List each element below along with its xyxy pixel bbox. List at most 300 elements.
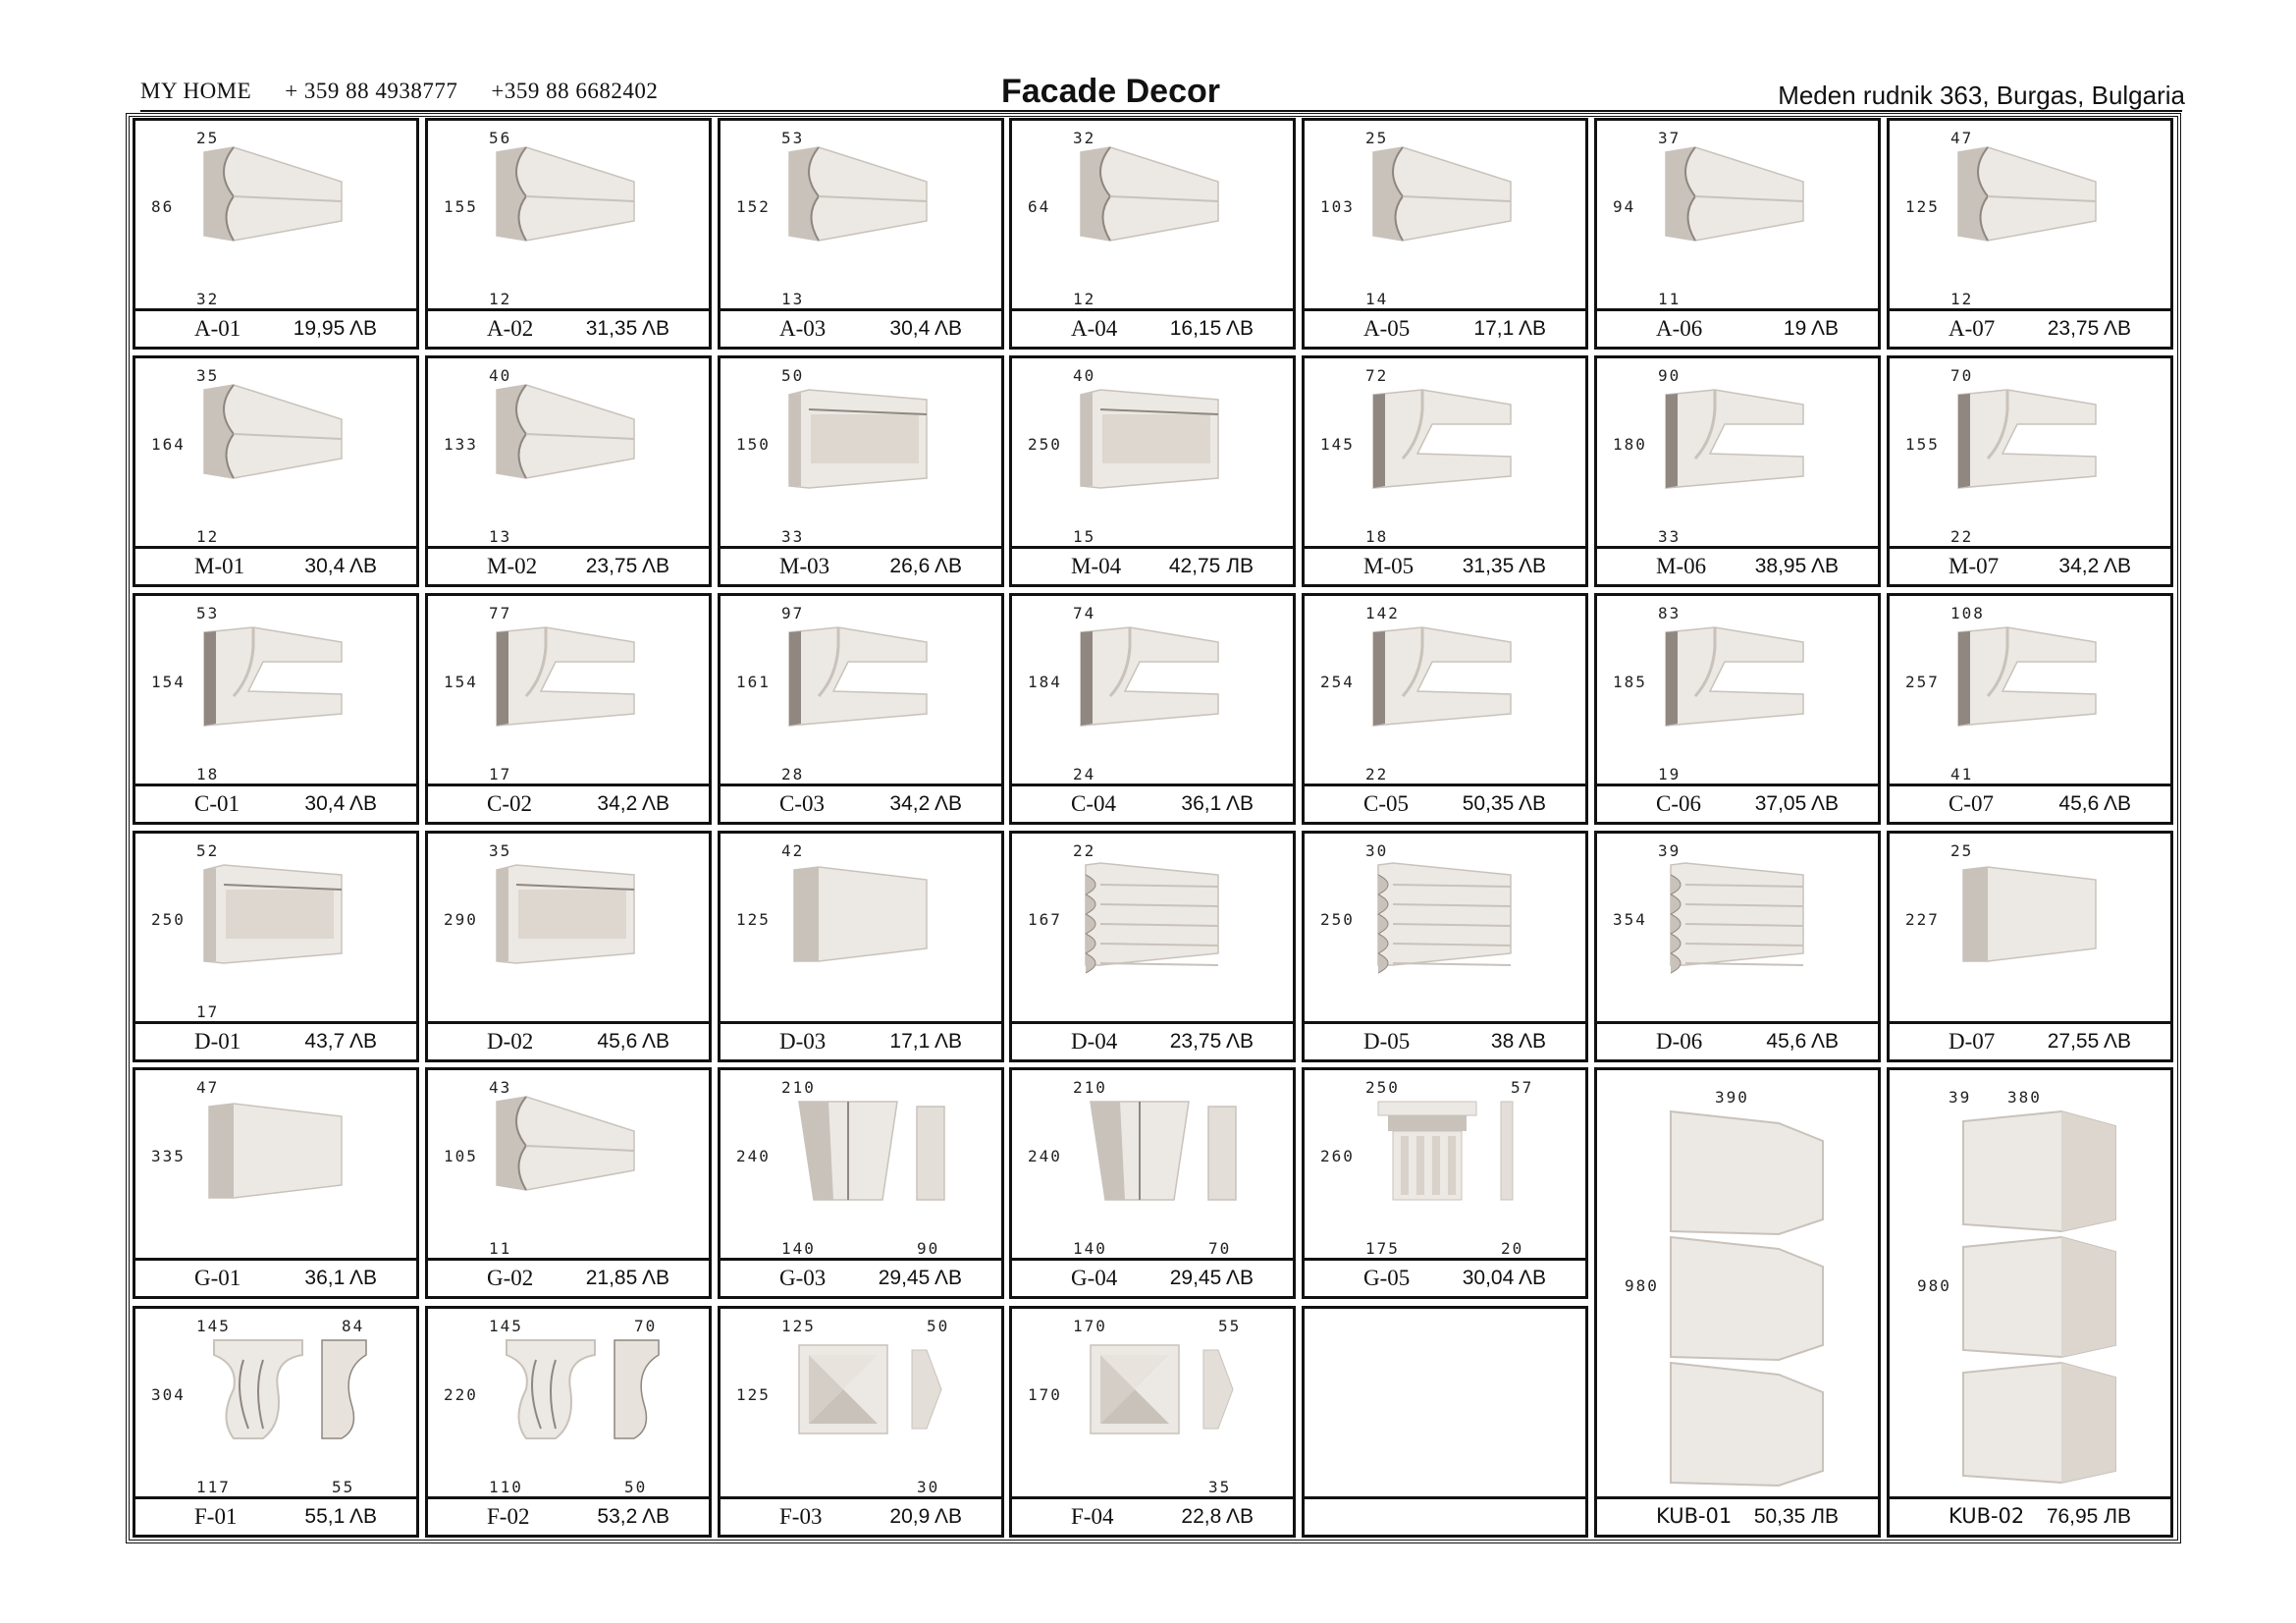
- dimension-top: 43: [489, 1078, 512, 1097]
- dimension-left: 184: [1028, 673, 1062, 691]
- dimension-bottom: 41: [1950, 765, 1974, 784]
- profile-drawing: [1363, 380, 1550, 503]
- product-price: 30,4 ΛВ: [304, 792, 377, 815]
- product-image: [1597, 834, 1878, 1024]
- dimension-left: 250: [1320, 910, 1355, 929]
- dimension-bottom: 19: [1658, 765, 1682, 784]
- dimension-bottom: 117: [196, 1478, 231, 1496]
- product-label: [1012, 549, 1293, 584]
- profile-drawing: [487, 855, 673, 978]
- product-card[interactable]: [1009, 593, 1296, 825]
- dimension-left: 180: [1613, 435, 1647, 454]
- profile-drawing: [194, 855, 381, 978]
- dimension-bottom: 13: [489, 527, 512, 546]
- profile-drawing: [1363, 142, 1550, 265]
- product-card[interactable]: [425, 831, 712, 1062]
- dimension-bottom: 14: [1365, 290, 1389, 308]
- dimension-top: 210: [781, 1078, 816, 1097]
- product-price: 26,6 ΛВ: [889, 555, 962, 577]
- product-label: [1597, 311, 1878, 347]
- profile-drawing: [779, 855, 966, 978]
- dimension-left: 250: [151, 910, 186, 929]
- product-card[interactable]: [1594, 355, 1881, 587]
- dimension-bottom: 32: [196, 290, 220, 308]
- product-price: 34,2 ΛВ: [2058, 555, 2131, 577]
- product-card[interactable]: [425, 118, 712, 350]
- product-code: C-04: [1071, 791, 1116, 816]
- dimension-top-secondary: 39: [1949, 1088, 1972, 1107]
- product-label: [1890, 1499, 2170, 1535]
- dimension-bottom: 22: [1365, 765, 1389, 784]
- product-image: [1890, 834, 2170, 1024]
- dimension-left: 94: [1613, 197, 1636, 216]
- product-label: [1890, 786, 2170, 822]
- product-card[interactable]: [1594, 118, 1881, 350]
- product-label: [428, 1261, 709, 1296]
- product-image: [1890, 358, 2170, 549]
- product-card[interactable]: [1302, 118, 1588, 350]
- product-label: [1890, 1024, 2170, 1059]
- profile-drawing: [1949, 618, 2135, 740]
- product-card-column[interactable]: [1887, 1067, 2173, 1538]
- profile-drawing: [779, 142, 966, 265]
- dimension-top: 30: [1365, 841, 1389, 860]
- profile-drawing: [487, 618, 673, 740]
- product-price: 19,95 ΛВ: [293, 317, 377, 340]
- product-price: 36,1 ΛВ: [1181, 792, 1254, 815]
- dimension-top: 37: [1658, 129, 1682, 147]
- dimension-side-top: 84: [342, 1317, 365, 1335]
- dimension-left: 167: [1028, 910, 1062, 929]
- product-card[interactable]: [133, 593, 419, 825]
- product-price: 17,1 ΛВ: [1473, 317, 1546, 340]
- dimension-left: 103: [1320, 197, 1355, 216]
- product-card[interactable]: [718, 1306, 1004, 1538]
- dimension-bottom: 33: [781, 527, 805, 546]
- dimension-top: 35: [196, 366, 220, 385]
- dimension-side-top: 57: [1511, 1078, 1534, 1097]
- product-code: C-06: [1656, 791, 1701, 816]
- product-card[interactable]: [1887, 118, 2173, 350]
- dimension-top: 145: [196, 1317, 231, 1335]
- company-name: MY HOME: [140, 79, 252, 103]
- dimension-top: 47: [1950, 129, 1974, 147]
- product-code: C-03: [779, 791, 825, 816]
- empty-card: [1302, 1306, 1588, 1538]
- dimension-top: 108: [1950, 604, 1985, 622]
- profile-drawing: [1071, 380, 1257, 503]
- dimension-left: 155: [1905, 435, 1940, 454]
- product-price: 23,75 ΛВ: [2047, 317, 2131, 340]
- dimension-bottom: 12: [489, 290, 512, 308]
- profile-drawing: [487, 1092, 673, 1215]
- dimension-top: 25: [1950, 841, 1974, 860]
- product-label: [428, 786, 709, 822]
- product-image: [721, 1070, 1001, 1261]
- product-label: [1305, 549, 1585, 584]
- product-code: G-02: [487, 1266, 534, 1290]
- dimension-bottom: 22: [1950, 527, 1974, 546]
- dimension-left: 335: [151, 1147, 186, 1165]
- profile-drawing: [779, 1092, 966, 1215]
- product-image: [721, 834, 1001, 1024]
- profile-drawing: [194, 618, 381, 740]
- product-card[interactable]: [718, 355, 1004, 587]
- product-label: [1597, 1499, 1878, 1535]
- product-image: [428, 358, 709, 549]
- product-label: [1012, 311, 1293, 347]
- product-code: D-02: [487, 1029, 534, 1054]
- profile-drawing: [1071, 1092, 1257, 1215]
- product-code: D-04: [1071, 1029, 1118, 1054]
- product-price: 19 ΛВ: [1783, 317, 1839, 340]
- dimension-bottom: 24: [1073, 765, 1096, 784]
- product-card[interactable]: [133, 118, 419, 350]
- product-image: [1012, 121, 1293, 311]
- phone-2[interactable]: +359 88 6682402: [491, 79, 659, 103]
- product-price: 31,35 ΛВ: [585, 317, 669, 340]
- dimension-left: 257: [1905, 673, 1940, 691]
- dimension-top: 250: [1365, 1078, 1400, 1097]
- dimension-left: 86: [151, 197, 175, 216]
- product-code: KUB-01: [1656, 1504, 1733, 1528]
- product-code: A-02: [487, 316, 534, 341]
- product-price: 34,2 ΛВ: [597, 792, 669, 815]
- dimension-left: 240: [736, 1147, 771, 1165]
- product-label: [1012, 1499, 1293, 1535]
- product-label: [721, 1024, 1001, 1059]
- dimension-top: 380: [2007, 1088, 2042, 1107]
- product-card[interactable]: [718, 1067, 1004, 1299]
- product-price: 30,4 ΛВ: [304, 555, 377, 577]
- product-card[interactable]: [1009, 118, 1296, 350]
- product-card[interactable]: [1302, 355, 1588, 587]
- dimension-top: 210: [1073, 1078, 1107, 1097]
- dimension-top: 70: [1950, 366, 1974, 385]
- product-image: [721, 121, 1001, 311]
- dimension-side: 20: [1501, 1239, 1524, 1258]
- product-image: [1012, 834, 1293, 1024]
- product-label: [1305, 311, 1585, 347]
- product-price: 45,6 ΛВ: [1766, 1030, 1839, 1053]
- product-card[interactable]: [133, 1306, 419, 1538]
- product-image: [1890, 596, 2170, 786]
- product-image: [1012, 1309, 1293, 1499]
- product-card[interactable]: [1887, 355, 2173, 587]
- profile-drawing: [1071, 1330, 1257, 1453]
- profile-drawing: [779, 1330, 966, 1453]
- product-card[interactable]: [1009, 831, 1296, 1062]
- product-image: [135, 358, 416, 549]
- product-price: 20,9 ΛВ: [889, 1505, 962, 1528]
- product-card[interactable]: [718, 118, 1004, 350]
- product-card-column[interactable]: [1594, 1067, 1881, 1538]
- product-code: M-03: [779, 554, 830, 578]
- address: Meden rudnik 363, Burgas, Bulgaria: [1778, 81, 2185, 110]
- dimension-left: 254: [1320, 673, 1355, 691]
- profile-drawing: [1949, 380, 2135, 503]
- product-label: [1890, 311, 2170, 347]
- dimension-height: 980: [1917, 1276, 1951, 1295]
- profile-drawing: [1363, 1092, 1550, 1215]
- dimension-top: 56: [489, 129, 512, 147]
- contact-info: [140, 79, 691, 104]
- product-card[interactable]: [425, 593, 712, 825]
- product-label: [1305, 1261, 1585, 1296]
- dimension-top: 35: [489, 841, 512, 860]
- dimension-left: 150: [736, 435, 771, 454]
- product-card[interactable]: [718, 831, 1004, 1062]
- product-card[interactable]: [425, 1067, 712, 1299]
- product-label: [1597, 549, 1878, 584]
- dimension-left: 227: [1905, 910, 1940, 929]
- profile-drawing: [194, 1092, 381, 1215]
- product-label: [135, 786, 416, 822]
- product-card[interactable]: [133, 355, 419, 587]
- product-image: [135, 121, 416, 311]
- dimension-top: 22: [1073, 841, 1096, 860]
- product-card[interactable]: [1009, 1067, 1296, 1299]
- dimension-left: 105: [444, 1147, 478, 1165]
- product-price: 37,05 ΛВ: [1754, 792, 1839, 815]
- profile-drawing: [1071, 142, 1257, 265]
- product-code: F-03: [779, 1504, 823, 1529]
- dimension-top: 72: [1365, 366, 1389, 385]
- product-code: A-07: [1949, 316, 1996, 341]
- dimension-bottom: 18: [1365, 527, 1389, 546]
- product-card[interactable]: [1887, 593, 2173, 825]
- product-label: [135, 1024, 416, 1059]
- product-price: 76,95 ЛВ: [2046, 1505, 2131, 1528]
- product-price: 30,4 ΛВ: [889, 317, 962, 340]
- dimension-bottom: 28: [781, 765, 805, 784]
- product-price: 43,7 ΛВ: [304, 1030, 377, 1053]
- product-label: [721, 549, 1001, 584]
- product-price: 50,35 ЛВ: [1753, 1505, 1839, 1528]
- product-price: 38,95 ΛВ: [1754, 555, 1839, 577]
- profile-drawing: [779, 380, 966, 503]
- product-code: KUB-02: [1949, 1504, 2025, 1528]
- product-code: A-04: [1071, 316, 1118, 341]
- profile-drawing: [487, 380, 673, 503]
- dimension-bottom: 11: [489, 1239, 512, 1258]
- product-price: 27,55 ΛВ: [2047, 1030, 2131, 1053]
- dimension-bottom: 140: [781, 1239, 816, 1258]
- dimension-left: 260: [1320, 1147, 1355, 1165]
- product-image: [428, 1070, 709, 1261]
- product-price: 31,35 ΛВ: [1462, 555, 1546, 577]
- dimension-left: 240: [1028, 1147, 1062, 1165]
- product-price: 53,2 ΛВ: [597, 1505, 669, 1528]
- dimension-bottom: 12: [1950, 290, 1974, 308]
- product-label: [428, 1024, 709, 1059]
- dimension-top: 97: [781, 604, 805, 622]
- profile-drawing: [1656, 142, 1842, 265]
- product-image: [428, 1309, 709, 1499]
- column-drawing: [1651, 1100, 1847, 1492]
- dimension-left: 164: [151, 435, 186, 454]
- dimension-top: 83: [1658, 604, 1682, 622]
- dimension-side: 30: [917, 1478, 940, 1496]
- product-label: [721, 1499, 1001, 1535]
- product-card[interactable]: [133, 1067, 419, 1299]
- product-image: [428, 121, 709, 311]
- dimension-left: 125: [736, 910, 771, 929]
- product-price: 29,45 ΛВ: [878, 1267, 962, 1289]
- product-price: 34,2 ΛВ: [889, 792, 962, 815]
- product-price: 50,35 ΛВ: [1462, 792, 1546, 815]
- product-code: M-01: [194, 554, 245, 578]
- profile-drawing: [1656, 618, 1842, 740]
- dimension-bottom: 11: [1658, 290, 1682, 308]
- dimension-top: 53: [781, 129, 805, 147]
- dimension-top: 125: [781, 1317, 816, 1335]
- dimension-top: 25: [196, 129, 220, 147]
- product-label: [1012, 1261, 1293, 1296]
- profile-drawing: [1363, 618, 1550, 740]
- dimension-top: 142: [1365, 604, 1400, 622]
- product-label: [1597, 1024, 1878, 1059]
- dimension-top: 77: [489, 604, 512, 622]
- product-label: [1597, 786, 1878, 822]
- dimension-bottom: 17: [196, 1002, 220, 1021]
- dimension-top: 53: [196, 604, 220, 622]
- product-label: [135, 1261, 416, 1296]
- product-image: [1305, 596, 1585, 786]
- product-label: [1012, 1024, 1293, 1059]
- dimension-bottom: 15: [1073, 527, 1096, 546]
- product-price: 45,6 ΛВ: [2058, 792, 2131, 815]
- dimension-top: 47: [196, 1078, 220, 1097]
- profile-drawing: [1656, 855, 1842, 978]
- product-code: A-05: [1363, 316, 1411, 341]
- product-code: M-06: [1656, 554, 1707, 578]
- column-drawing: [1944, 1100, 2140, 1492]
- phone-1[interactable]: + 359 88 4938777: [285, 79, 458, 103]
- product-price: 17,1 ΛВ: [889, 1030, 962, 1053]
- product-label: [135, 1499, 416, 1535]
- dimension-side-top: 50: [927, 1317, 950, 1335]
- product-price: 22,8 ΛВ: [1181, 1505, 1254, 1528]
- profile-drawing: [194, 1330, 381, 1453]
- dimension-top: 170: [1073, 1317, 1107, 1335]
- product-label: [428, 1499, 709, 1535]
- product-card[interactable]: [133, 831, 419, 1062]
- dimension-side: 70: [1208, 1239, 1232, 1258]
- profile-drawing: [487, 1330, 673, 1453]
- product-card[interactable]: [1009, 1306, 1296, 1538]
- product-card[interactable]: [718, 593, 1004, 825]
- product-image: [721, 1309, 1001, 1499]
- product-code: F-01: [194, 1504, 238, 1529]
- product-price: 30,04 ΛВ: [1462, 1267, 1546, 1289]
- product-code: G-03: [779, 1266, 827, 1290]
- dimension-left: 220: [444, 1385, 478, 1404]
- empty-image: [1305, 1309, 1585, 1499]
- dimension-bottom: 110: [489, 1478, 523, 1496]
- dimension-top: 40: [1073, 366, 1096, 385]
- product-label: [721, 1261, 1001, 1296]
- product-image: [1305, 358, 1585, 549]
- product-code: M-02: [487, 554, 538, 578]
- product-card[interactable]: [1009, 355, 1296, 587]
- product-code: A-03: [779, 316, 827, 341]
- profile-drawing: [194, 380, 381, 503]
- product-code: C-07: [1949, 791, 1994, 816]
- product-price: 23,75 ΛВ: [585, 555, 669, 577]
- dimension-left: 185: [1613, 673, 1647, 691]
- product-price: 21,85 ΛВ: [585, 1267, 669, 1289]
- product-card[interactable]: [425, 355, 712, 587]
- product-price: 38 ΛВ: [1490, 1030, 1546, 1053]
- product-label: [1890, 549, 2170, 584]
- dimension-top: 42: [781, 841, 805, 860]
- dimension-bottom: 12: [1073, 290, 1096, 308]
- product-code: D-06: [1656, 1029, 1703, 1054]
- product-card[interactable]: [1594, 593, 1881, 825]
- dimension-side-top: 70: [634, 1317, 658, 1335]
- dimension-bottom: 13: [781, 290, 805, 308]
- product-label: [428, 311, 709, 347]
- dimension-left: 154: [444, 673, 478, 691]
- dimension-top: 390: [1715, 1088, 1749, 1107]
- dimension-bottom: 33: [1658, 527, 1682, 546]
- product-image: [1890, 121, 2170, 311]
- product-image: [1305, 121, 1585, 311]
- dimension-top: 25: [1365, 129, 1389, 147]
- dimension-bottom: 175: [1365, 1239, 1400, 1258]
- dimension-side: 50: [624, 1478, 648, 1496]
- product-image: [1597, 596, 1878, 786]
- dimension-left: 161: [736, 673, 771, 691]
- product-code: C-05: [1363, 791, 1409, 816]
- dimension-left: 354: [1613, 910, 1647, 929]
- product-card[interactable]: [1594, 831, 1881, 1062]
- product-image: [1012, 596, 1293, 786]
- product-card[interactable]: [1302, 831, 1588, 1062]
- product-code: F-02: [487, 1504, 530, 1529]
- profile-drawing: [194, 142, 381, 265]
- dimension-top: 50: [781, 366, 805, 385]
- product-label: [721, 311, 1001, 347]
- dimension-bottom: 12: [196, 527, 220, 546]
- product-code: G-04: [1071, 1266, 1118, 1290]
- product-image: [1305, 1070, 1585, 1261]
- dimension-left: 152: [736, 197, 771, 216]
- dimension-left: 304: [151, 1385, 186, 1404]
- dimension-left: 125: [736, 1385, 771, 1404]
- product-card[interactable]: [1302, 1067, 1588, 1299]
- dimension-top: 40: [489, 366, 512, 385]
- product-card[interactable]: [425, 1306, 712, 1538]
- product-code: A-01: [194, 316, 241, 341]
- dimension-side-top: 55: [1218, 1317, 1242, 1335]
- product-card[interactable]: [1887, 831, 2173, 1062]
- profile-drawing: [487, 142, 673, 265]
- dimension-top: 52: [196, 841, 220, 860]
- profile-drawing: [1071, 855, 1257, 978]
- product-image: [428, 834, 709, 1024]
- page-title: Facade Decor: [1001, 73, 1220, 110]
- product-card[interactable]: [1302, 593, 1588, 825]
- dimension-bottom: 17: [489, 765, 512, 784]
- product-code: C-02: [487, 791, 532, 816]
- dimension-left: 145: [1320, 435, 1355, 454]
- product-image: [1305, 834, 1585, 1024]
- dimension-height: 980: [1625, 1276, 1659, 1295]
- dimension-top: 145: [489, 1317, 523, 1335]
- product-label: [135, 311, 416, 347]
